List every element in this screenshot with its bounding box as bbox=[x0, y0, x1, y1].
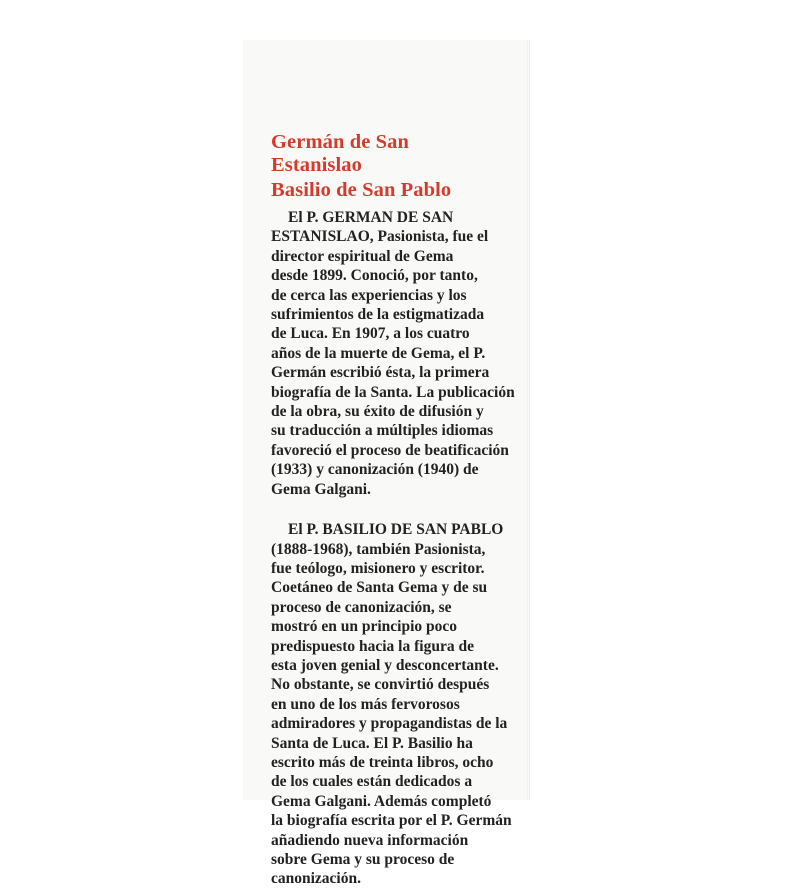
text-line: fue teólogo, misionero y escritor. bbox=[271, 559, 485, 577]
text-line: su traducción a múltiples idiomas bbox=[271, 422, 494, 440]
text-line: Germán escribió ésta, la primera bbox=[271, 364, 490, 382]
text-line: favoreció el proceso de beatificación bbox=[271, 441, 509, 459]
text-line: la biografía escrita por el P. Germán bbox=[271, 812, 512, 830]
text-line: de cerca las experiencias y los bbox=[271, 286, 467, 304]
text-line: sobre Gema y su proceso de bbox=[271, 851, 455, 868]
title-line: Germán de San bbox=[271, 131, 409, 153]
text-line: canonización. bbox=[271, 870, 361, 888]
author-title-1 bbox=[271, 131, 533, 177]
text-line: (1933) y canonización (1940) de bbox=[271, 461, 479, 479]
author-title-2: Basilio de San Pablo bbox=[271, 179, 452, 201]
title-line: Estanislao bbox=[271, 154, 362, 176]
text-line: sufrimientos de la estigmatizada bbox=[271, 306, 485, 324]
bio-paragraph-basilio bbox=[271, 520, 533, 889]
text-line: admiradores y propagandistas de la bbox=[271, 715, 508, 733]
text-line: ESTANISLAO, Pasionista, fue el bbox=[271, 228, 489, 246]
text-line: esta joven genial y desconcertante. bbox=[271, 656, 499, 674]
text-line: de los cuales están dedicados a bbox=[271, 773, 473, 791]
text-line: desde 1899. Conoció, por tanto, bbox=[271, 267, 478, 285]
text-line: Santa de Luca. El P. Basilio ha bbox=[271, 734, 473, 752]
text-line: mostró en un principio poco bbox=[271, 618, 458, 636]
text-line: biografía de la Santa. La publicación bbox=[271, 383, 515, 401]
text-line: de la obra, su éxito de difusión y bbox=[271, 403, 484, 421]
text-line: en uno de los más fervorosos bbox=[271, 695, 460, 713]
text-line: proceso de canonización, se bbox=[271, 598, 452, 616]
author-bio bbox=[271, 131, 533, 889]
text-line: Gema Galgani. bbox=[271, 480, 371, 498]
text-line: Coetáneo de Santa Gema y de su bbox=[271, 579, 488, 597]
text-line: escrito más de treinta libros, ocho bbox=[271, 753, 494, 771]
text-line: de Luca. En 1907, a los cuatro bbox=[271, 325, 470, 343]
text-line: No obstante, se convirtió después bbox=[271, 676, 490, 694]
text-line: director espiritual de Gema bbox=[271, 247, 454, 265]
text-line: Gema Galgani. Además completó bbox=[271, 792, 492, 810]
text-line: años de la muerte de Gema, el P. bbox=[271, 344, 486, 362]
text-line: predispuesto hacia la figura de bbox=[271, 637, 474, 655]
text-line: (1888-1968), también Pasionista, bbox=[271, 540, 486, 558]
bio-paragraph-german bbox=[271, 208, 533, 499]
text-line: El P. GERMAN DE SAN bbox=[288, 209, 454, 226]
text-line: añadiendo nueva información bbox=[271, 831, 469, 849]
text-line: El P. BASILIO DE SAN PABLO bbox=[288, 521, 504, 539]
